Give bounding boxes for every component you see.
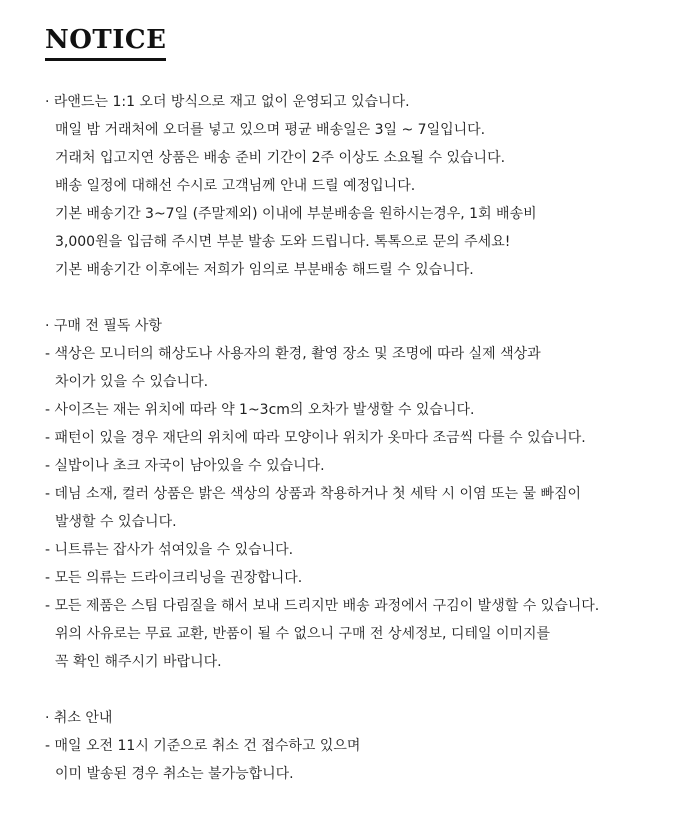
- purchase-item-dryclean: - 모든 의류는 드라이크리닝을 권장합니다.: [45, 570, 303, 586]
- purchase-item-color: - 색상은 모니터의 해상도나 사용자의 환경, 촬영 장소 및 조명에 따라 실제 색상과: [45, 346, 541, 362]
- delivery-line-2: 매일 밤 거래처에 오더를 넣고 있으며 평균 배송일은 3일 ~ 7일입니다.: [55, 122, 486, 138]
- cancel-item-1-cont: 이미 발송된 경우 취소는 불가능합니다.: [55, 766, 294, 782]
- purchase-item-steam: - 모든 제품은 스팀 다림질을 해서 보내 드리지만 배송 과정에서 구김이 발생할 수 있습니다.: [45, 598, 600, 614]
- delivery-line-7: 기본 배송기간 이후에는 저희가 임의로 부분배송 해드릴 수 있습니다.: [55, 262, 474, 278]
- purchase-item-denim: - 데님 소재, 컬러 상품은 밝은 색상의 상품과 착용하거나 첫 세탁 시 이염 또는 물 빠짐이: [45, 486, 582, 502]
- purchase-item-pattern: - 패턴이 있을 경우 재단의 위치에 따라 모양이나 위치가 옷마다 조금씩 다를 수 있습니다.: [45, 430, 586, 446]
- delivery-line-4: 배송 일정에 대해선 수시로 고객님께 안내 드릴 예정입니다.: [55, 178, 416, 194]
- delivery-line-1: · 라앤드는 1:1 오더 방식으로 재고 없이 운영되고 있습니다.: [45, 94, 410, 110]
- purchase-item-thread: - 실밥이나 초크 자국이 남아있을 수 있습니다.: [45, 458, 325, 474]
- purchase-item-steam-cont-2: 꼭 확인 해주시기 바랍니다.: [55, 654, 222, 670]
- purchase-item-knit: - 니트류는 잡사가 섞여있을 수 있습니다.: [45, 542, 294, 558]
- delivery-line-3: 거래처 입고지연 상품은 배송 준비 기간이 2주 이상도 소요될 수 있습니다.: [55, 150, 506, 166]
- purchase-heading: · 구매 전 필독 사항: [45, 318, 162, 334]
- purchase-item-denim-cont: 발생할 수 있습니다.: [55, 514, 177, 530]
- notice-title: NOTICE: [45, 24, 166, 61]
- cancel-heading: · 취소 안내: [45, 710, 113, 726]
- delivery-line-6: 3,000원을 입금해 주시면 부분 발송 도와 드립니다. 톡톡으로 문의 주세요!: [55, 234, 511, 250]
- purchase-item-color-cont: 차이가 있을 수 있습니다.: [55, 374, 209, 390]
- cancel-item-1: - 매일 오전 11시 기준으로 취소 건 접수하고 있으며: [45, 738, 361, 754]
- purchase-item-steam-cont-1: 위의 사유로는 무료 교환, 반품이 될 수 없으니 구매 전 상세정보, 디테일 이미지를: [55, 626, 551, 642]
- delivery-line-5: 기본 배송기간 3~7일 (주말제외) 이내에 부분배송을 원하시는경우, 1회 배송비: [55, 206, 537, 222]
- purchase-item-size: - 사이즈는 재는 위치에 따라 약 1~3cm의 오차가 발생할 수 있습니다.: [45, 402, 475, 418]
